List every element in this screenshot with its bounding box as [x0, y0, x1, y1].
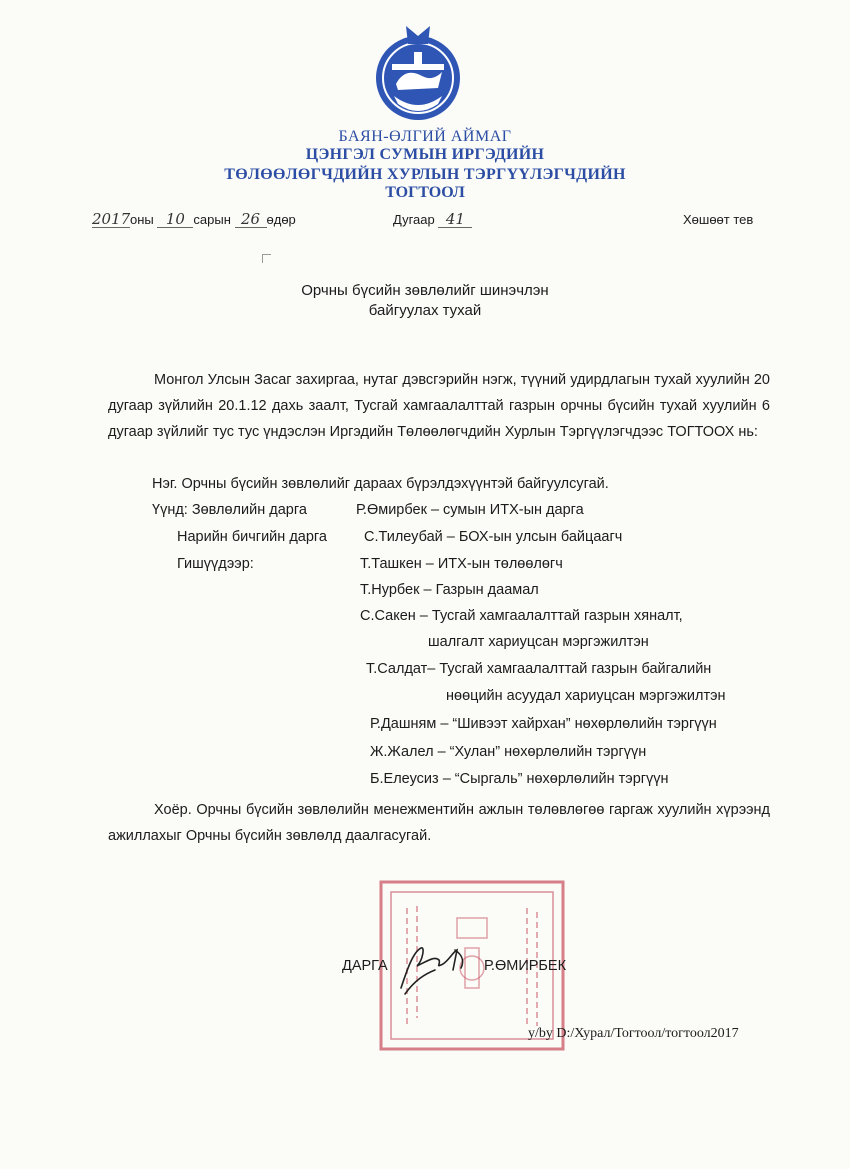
preamble-paragraph: Монгол Улсын Засаг захиргаа, нутаг дэвсгэрийн нэгж, түүний удирдлагын тухай хуулийн 20 дугаар зүйлийн 20.1.12 дахь заалт, Тусгай хамгаалалттай газрын орчны бүсийн тухай хуулийн 6 дугаар зүйлийг тус тус үндэслэн Иргэдийн Төлөөлөгчдийн Хурлын Тэргүүлэгчдээс ТОГТООХ нь:: [108, 372, 770, 440]
header-doc-type: ТОГТООЛ: [385, 184, 465, 201]
day-handwritten: 26: [235, 212, 267, 228]
header-council: ТӨЛӨӨЛӨГЧДИЙН ХУРЛЫН ТЭРГҮҮЛЭГЧДИЙН: [224, 166, 626, 183]
member-item-cont: шалгалт хариуцсан мэргэжилтэн: [428, 634, 649, 650]
handwritten-signature: [395, 930, 475, 1002]
date-line: [92, 212, 296, 228]
chair-value: Р.Өмирбек – сумын ИТХ-ын дарга: [356, 502, 584, 518]
year-suffix: оны: [130, 212, 154, 227]
member-item: Р.Дашням – “Шивээт хайрхан” нөхөрлөлийн тэргүүн: [370, 716, 717, 732]
subject-line-2: байгуулах тухай: [368, 302, 482, 319]
members-label: Гишүүдээр:: [177, 556, 254, 572]
member-item: Т.Ташкен – ИТХ-ын төлөөлөгч: [360, 556, 563, 572]
chair-label: Үүнд: Зөвлөлийн дарга: [152, 502, 307, 518]
corner-mark: [262, 254, 271, 263]
header-soum: ЦЭНГЭЛ СУМЫН ИРГЭДИЙН: [305, 146, 545, 163]
place-name: Хөшөөт тев: [683, 212, 754, 227]
file-path: y/by D:/Хурал/Тогтоол/тогтоол2017: [528, 1026, 739, 1041]
member-item-cont: нөөцийн асуудал хариуцсан мэргэжилтэн: [446, 688, 726, 704]
year-handwritten: 2017: [92, 210, 131, 228]
member-item: Т.Нурбек – Газрын даамал: [360, 582, 539, 598]
secretary-label: Нарийн бичгийн дарга: [177, 529, 327, 545]
member-item: С.Сакен – Тусгай хамгаалалттай газрын хяналт,: [360, 608, 683, 624]
item-two-paragraph: Хоёр. Орчны бүсийн зөвлөлийн менежментийн ажлын төлөвлөгөө гаргаж хуулийн хүрээнд ажиллахыг Орчны бүсийн зөвлөлд даалгасугай.: [108, 802, 770, 844]
secretary-value: С.Тилеубай – БОХ-ын улсын байцаагч: [364, 529, 623, 545]
item-one: Нэг. Орчны бүсийн зөвлөлийг дараах бүрэлдэхүүнтэй байгуулсугай.: [152, 476, 609, 492]
member-item: Б.Елеусиз – “Сыргаль” нөхөрлөлийн тэргүүн: [370, 771, 669, 787]
number-line: [393, 212, 472, 228]
day-suffix: өдөр: [266, 212, 296, 227]
number-label: Дугаар: [393, 212, 435, 227]
number-handwritten: 41: [438, 212, 472, 228]
state-emblem: [372, 22, 464, 124]
member-item: Ж.Жалел – “Хулан” нөхөрлөлийн тэргүүн: [370, 744, 647, 760]
header-aimag: БАЯН-ӨЛГИЙ АЙМАГ: [338, 128, 512, 145]
month-suffix: сарын: [193, 212, 231, 227]
member-item: Т.Салдат– Тусгай хамгаалалттай газрын байгалийн: [366, 661, 712, 677]
signatory-name: Р.ӨМИРБЕК: [484, 958, 567, 974]
subject-line-1: Орчны бүсийн зөвлөлийг шинэчлэн: [301, 282, 549, 299]
subject-title: [0, 281, 850, 321]
signatory-title: ДАРГА: [342, 958, 388, 974]
month-handwritten: 10: [157, 212, 193, 228]
